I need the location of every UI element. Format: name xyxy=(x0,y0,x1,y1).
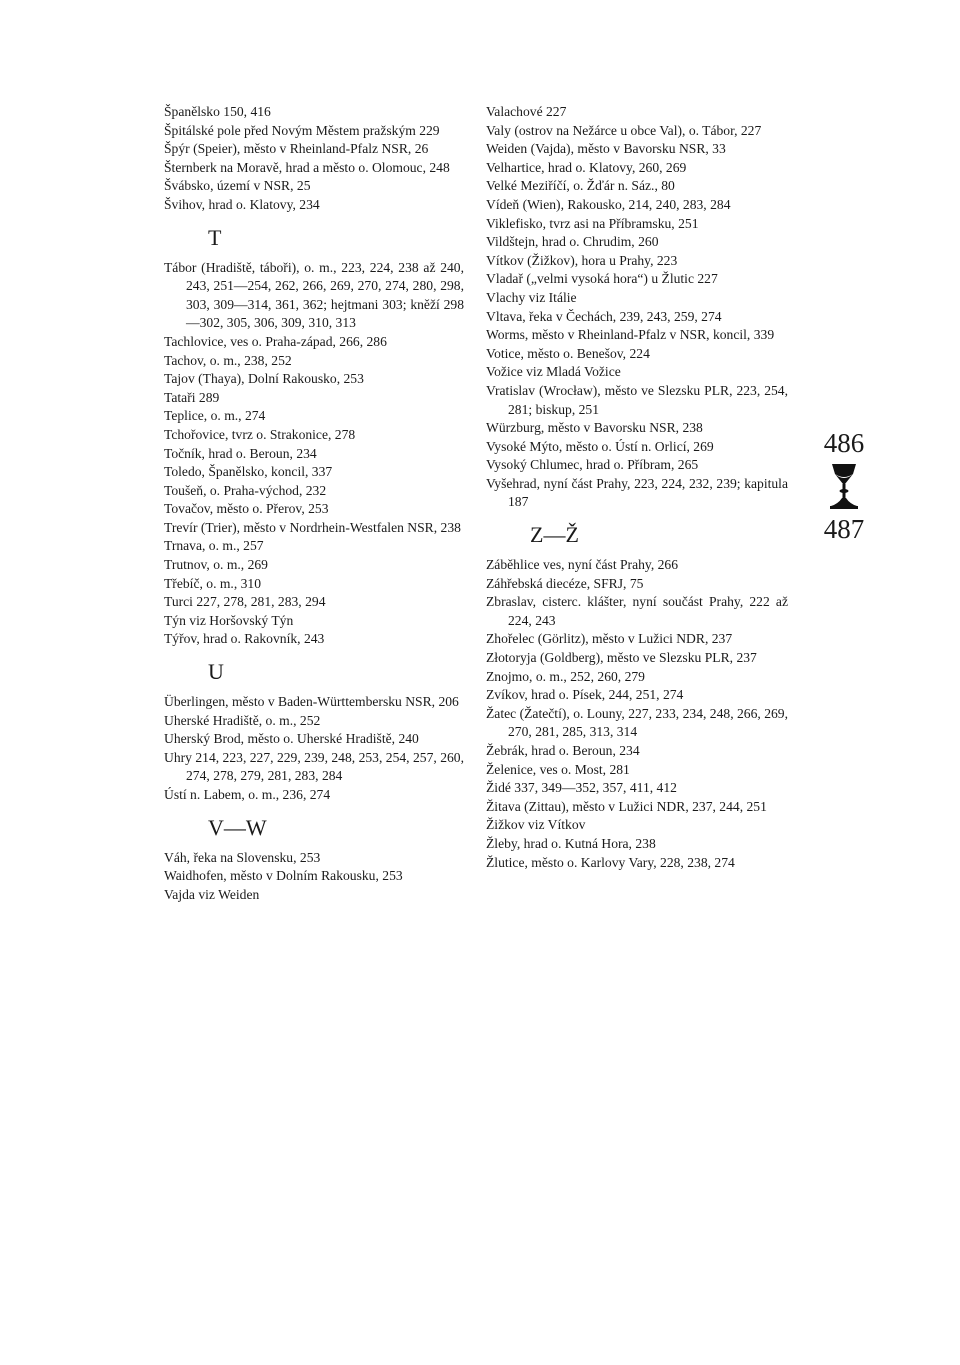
index-entry: Špitálské pole před Novým Městem pražským 229 xyxy=(164,122,440,138)
index-entry: Tachlovice, ves o. Praha-západ, 266, 286 xyxy=(164,333,387,349)
index-entry: Třebíč, o. m., 310 xyxy=(164,575,262,591)
index-entry: Záhřebská diecéze, SFRJ, 75 xyxy=(486,575,644,591)
index-entry: Žebrák, hrad o. Beroun, 234 xyxy=(486,743,640,758)
index-entry: Überlingen, město v Baden-Württembersku NSR, 206 xyxy=(164,694,459,710)
index-column-left xyxy=(164,103,464,904)
index-entry: Židé 337, 349—352, 357, 411, 412 xyxy=(486,780,677,796)
index-entry: Trnava, o. m., 257 xyxy=(164,538,264,554)
index-entry: Votice, město o. Benešov, 224 xyxy=(486,345,650,361)
index-entry: Zvíkov, hrad o. Písek, 244, 251, 274 xyxy=(486,687,684,703)
index-entry: Znojmo, o. m., 252, 260, 279 xyxy=(486,668,645,684)
index-letter-heading: Z—Ž xyxy=(530,522,579,548)
index-entry: Toušeň, o. Praha-východ, 232 xyxy=(164,482,327,498)
index-entry: Uhry 214, 223, 227, 229, 239, 248, 253, 254, 257, 260, 274, 278, 279, 281, 283, 284 xyxy=(164,749,464,784)
index-entry: Týn viz Horšovský Týn xyxy=(164,612,294,628)
index-entry: Waidhofen, město v Dolním Rakousku, 253 xyxy=(164,868,403,884)
index-entry: Zhořelec (Görlitz), město v Lužici NDR, 237 xyxy=(486,631,733,647)
index-entry: Žitava (Zittau), město v Lužici NDR, 237, 244, 251 xyxy=(486,798,767,814)
index-entry: Trutnov, o. m., 269 xyxy=(164,557,268,573)
index-entry: Velké Meziříčí, o. Žďár n. Sáz., 80 xyxy=(486,178,675,194)
index-entry: Špýr (Speier), město v Rheinland-Pfalz NSR, 26 xyxy=(164,141,429,157)
index-entry: Tachov, o. m., 238, 252 xyxy=(164,352,292,368)
index-entry: Vildštejn, hrad o. Chrudim, 260 xyxy=(486,234,659,250)
index-entry: Tataři 289 xyxy=(164,389,220,405)
index-entry: Uherský Brod, město o. Uherské Hradiště, 240 xyxy=(164,731,419,747)
index-entry: Tajov (Thaya), Dolní Rakousko, 253 xyxy=(164,371,364,387)
index-entry: Weiden (Vajda), město v Bavorsku NSR, 33 xyxy=(486,141,726,157)
index-entry: Vltava, řeka v Čechách, 239, 243, 259, 274 xyxy=(486,308,722,324)
index-entry: Švábsko, území v NSR, 25 xyxy=(164,178,311,194)
index-entry: Tábor (Hradiště, táboři), o. m., 223, 224, 238 až 240, 243, 251—254, 262, 266, 269, 270, 274, 280, 298, 303, 309—314, 361, 362; hejtmani 303; kněží 298—302, 305, 306, 309, 310, 313 xyxy=(164,259,464,331)
chalice-icon xyxy=(829,462,859,510)
index-entry: Španělsko 150, 416 xyxy=(164,104,271,119)
index-entry: Žlutice, město o. Karlovy Vary, 228, 238, 274 xyxy=(486,854,735,870)
index-entry: Uherské Hradiště, o. m., 252 xyxy=(164,712,321,728)
index-entry: Valachové 227 xyxy=(486,104,567,119)
index-entry: Vratislav (Wrocław), město ve Slezsku PLR, 223, 254, 281; biskup, 251 xyxy=(486,382,788,417)
index-entry: Týřov, hrad o. Rakovník, 243 xyxy=(164,631,325,647)
index-entry: Toledo, Španělsko, koncil, 337 xyxy=(164,464,333,480)
index-entry: Trevír (Trier), město v Nordrhein-Westfalen NSR, 238 xyxy=(164,519,461,535)
index-entry: Zbraslav, cisterc. klášter, nyní součást Prahy, 222 až 224, 243 xyxy=(486,594,788,628)
index-entry: Žižkov viz Vítkov xyxy=(486,817,586,833)
index-entry: Švihov, hrad o. Klatovy, 234 xyxy=(164,196,320,212)
index-entry: Vysoký Chlumec, hrad o. Příbram, 265 xyxy=(486,457,699,473)
index-column-right xyxy=(486,103,788,872)
index-entry: Vladař („velmi vysoká hora“) u Žlutic 227 xyxy=(486,271,718,287)
index-entry: Teplice, o. m., 274 xyxy=(164,408,266,424)
index-entry: Turci 227, 278, 281, 283, 294 xyxy=(164,594,326,610)
index-entry: Vlachy viz Itálie xyxy=(486,289,577,305)
page-number-bottom: 487 xyxy=(823,514,865,544)
index-entry: Žatec (Žatečtí), o. Louny, 227, 233, 234, 248, 266, 269, 270, 281, 285, 313, 314 xyxy=(486,705,788,740)
index-entry: Vítkov (Žižkov), hora u Prahy, 223 xyxy=(486,252,678,268)
index-entry: Viklefisko, tvrz asi na Příbramsku, 251 xyxy=(486,215,699,231)
index-entry: Váh, řeka na Slovensku, 253 xyxy=(164,849,321,865)
page-number-top: 486 xyxy=(823,428,865,458)
index-letter-heading: V—W xyxy=(208,814,267,840)
index-entry: Złotoryja (Goldberg), město ve Slezsku PLR, 237 xyxy=(486,650,757,666)
index-letter-heading: U xyxy=(208,659,224,685)
index-entry: Žleby, hrad o. Kutná Hora, 238 xyxy=(486,835,656,851)
index-entry: Záběhlice ves, nyní část Prahy, 266 xyxy=(486,557,679,573)
index-entry: Vysoké Mýto, město o. Ústí n. Orlicí, 269 xyxy=(486,438,714,454)
index-entry: Šternberk na Moravě, hrad a město o. Olomouc, 248 xyxy=(164,159,450,175)
index-entry: Vyšehrad, nyní část Prahy, 223, 224, 232, 239; kapitula 187 xyxy=(486,475,788,510)
index-entry: Tchořovice, tvrz o. Strakonice, 278 xyxy=(164,426,356,442)
index-entry: Valy (ostrov na Nežárce u obce Val), o. Tábor, 227 xyxy=(486,122,762,138)
page-number-block xyxy=(818,428,870,544)
index-entry: Želenice, ves o. Most, 281 xyxy=(486,761,630,777)
index-entry: Tovačov, město o. Přerov, 253 xyxy=(164,501,329,517)
index-entry: Worms, město v Rheinland-Pfalz v NSR, koncil, 339 xyxy=(486,327,775,343)
index-entry: Würzburg, město v Bavorsku NSR, 238 xyxy=(486,420,703,436)
index-entry: Vídeň (Wien), Rakousko, 214, 240, 283, 284 xyxy=(486,196,731,212)
index-entry: Vajda viz Weiden xyxy=(164,886,260,902)
index-letter-heading: T xyxy=(208,224,222,250)
index-entry: Vožice viz Mladá Vožice xyxy=(486,364,621,380)
index-entry: Ústí n. Labem, o. m., 236, 274 xyxy=(164,787,331,802)
index-entry: Velhartice, hrad o. Klatovy, 260, 269 xyxy=(486,159,687,175)
index-entry: Točník, hrad o. Beroun, 234 xyxy=(164,445,317,461)
